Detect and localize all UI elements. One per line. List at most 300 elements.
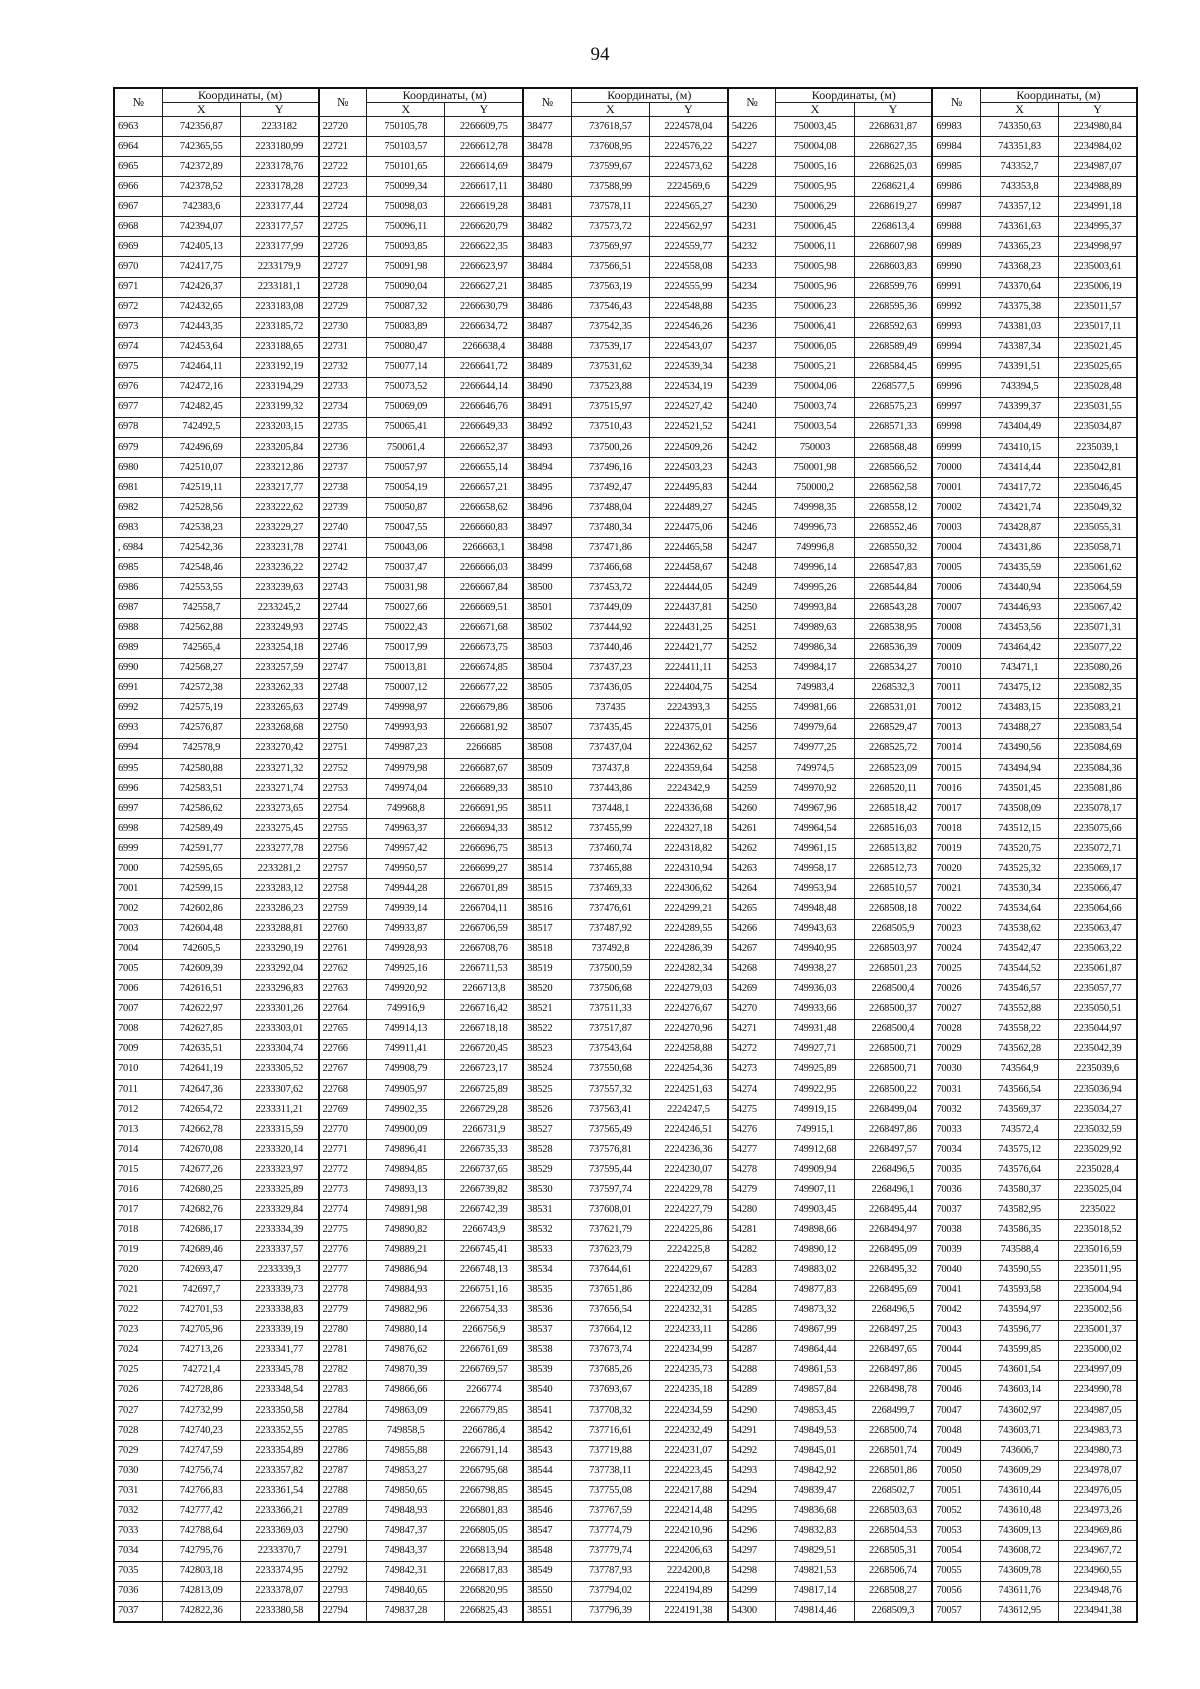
cell-y: 2233341,77 — [240, 1340, 318, 1360]
cell-number: 38503 — [523, 638, 571, 658]
cell-y: 2224251,63 — [650, 1080, 728, 1100]
cell-number: 69992 — [932, 297, 980, 317]
cell-y: 2224270,96 — [650, 1019, 728, 1039]
cell-x: 749877,83 — [776, 1280, 854, 1300]
cell-x: 737492,8 — [571, 939, 649, 959]
table-row — [114, 137, 1137, 157]
cell-number: 69997 — [932, 397, 980, 417]
cell-number: 38489 — [523, 357, 571, 377]
cell-number: 22762 — [319, 959, 367, 979]
cell-x: 743353,8 — [980, 177, 1058, 197]
table-row — [114, 839, 1137, 859]
cell-x: 737708,32 — [571, 1401, 649, 1421]
cell-y: 2235034,87 — [1059, 417, 1137, 437]
cell-number: 54260 — [728, 799, 776, 819]
cell-number: 38537 — [523, 1320, 571, 1340]
cell-y: 2235066,47 — [1059, 879, 1137, 899]
cell-number: 70050 — [932, 1461, 980, 1481]
cell-y: 2268592,63 — [854, 317, 932, 337]
cell-x: 742417,75 — [162, 257, 240, 277]
table-row — [114, 117, 1137, 137]
cell-x: 749821,53 — [776, 1561, 854, 1581]
cell-y: 2224230,07 — [650, 1160, 728, 1180]
table-row — [114, 1581, 1137, 1601]
cell-x: 737774,79 — [571, 1521, 649, 1541]
cell-number: 38487 — [523, 317, 571, 337]
cell-y: 2235032,59 — [1059, 1120, 1137, 1140]
cell-number: 54281 — [728, 1220, 776, 1240]
cell-x: 742721,4 — [162, 1360, 240, 1380]
cell-x: 743404,49 — [980, 417, 1058, 437]
cell-number: 22733 — [319, 377, 367, 397]
cell-x: 742372,89 — [162, 157, 240, 177]
cell-x: 737539,17 — [571, 337, 649, 357]
cell-number: 38488 — [523, 337, 571, 357]
cell-number: 22771 — [319, 1140, 367, 1160]
cell-x: 750047,55 — [367, 518, 445, 538]
cell-y: 2224194,89 — [650, 1581, 728, 1601]
cell-y: 2224576,22 — [650, 137, 728, 157]
cell-number: 70051 — [932, 1481, 980, 1501]
cell-x: 743530,34 — [980, 879, 1058, 899]
cell-y: 2224254,36 — [650, 1059, 728, 1079]
cell-y: 2235063,22 — [1059, 939, 1137, 959]
cell-x: 743431,86 — [980, 538, 1058, 558]
cell-x: 750005,16 — [776, 157, 854, 177]
cell-x: 737716,61 — [571, 1421, 649, 1441]
cell-x: 743350,63 — [980, 117, 1058, 137]
cell-x: 750017,99 — [367, 638, 445, 658]
cell-number: 22720 — [319, 117, 367, 137]
table-row — [114, 1380, 1137, 1400]
cell-number: 22730 — [319, 317, 367, 337]
cell-number: 22755 — [319, 819, 367, 839]
cell-number: 38536 — [523, 1300, 571, 1320]
cell-number: 7005 — [114, 959, 162, 979]
cell-number: 70045 — [932, 1360, 980, 1380]
cell-number: 7013 — [114, 1120, 162, 1140]
cell-x: 743544,52 — [980, 959, 1058, 979]
cell-y: 2266671,68 — [445, 618, 523, 638]
cell-y: 2235025,04 — [1059, 1180, 1137, 1200]
cell-x: 749886,94 — [367, 1260, 445, 1280]
table-row — [114, 638, 1137, 658]
cell-x: 743593,58 — [980, 1280, 1058, 1300]
cell-y: 2233254,18 — [240, 638, 318, 658]
cell-x: 750006,05 — [776, 337, 854, 357]
table-row — [114, 1601, 1137, 1622]
cell-number: 54239 — [728, 377, 776, 397]
cell-y: 2234948,76 — [1059, 1581, 1137, 1601]
cell-x: 749981,66 — [776, 698, 854, 718]
header-x-3: X — [571, 103, 649, 117]
cell-x: 737546,43 — [571, 297, 649, 317]
cell-number: 7035 — [114, 1561, 162, 1581]
cell-y: 2233271,32 — [240, 759, 318, 779]
cell-y: 2234990,78 — [1059, 1380, 1137, 1400]
cell-y: 2266825,43 — [445, 1601, 523, 1622]
cell-y: 2235050,51 — [1059, 999, 1137, 1019]
cell-x: 742383,6 — [162, 197, 240, 217]
cell-number: 22763 — [319, 979, 367, 999]
cell-x: 737767,59 — [571, 1501, 649, 1521]
cell-number: 69988 — [932, 217, 980, 237]
table-row — [114, 177, 1137, 197]
cell-number: 38517 — [523, 919, 571, 939]
cell-y: 2224475,06 — [650, 518, 728, 538]
cell-x: 749891,98 — [367, 1200, 445, 1220]
cell-y: 2268513,82 — [854, 839, 932, 859]
table-row — [114, 1320, 1137, 1340]
cell-y: 2233283,12 — [240, 879, 318, 899]
cell-number: 38481 — [523, 197, 571, 217]
table-row — [114, 678, 1137, 698]
cell-y: 2235084,69 — [1059, 738, 1137, 758]
header-number-4: № — [728, 88, 776, 117]
cell-y: 2268497,86 — [854, 1120, 932, 1140]
cell-number: 22782 — [319, 1360, 367, 1380]
cell-x: 742635,51 — [162, 1039, 240, 1059]
cell-number: 69984 — [932, 137, 980, 157]
cell-y: 2268495,44 — [854, 1200, 932, 1220]
table-header — [114, 88, 1137, 117]
cell-number: 54234 — [728, 277, 776, 297]
cell-number: 38540 — [523, 1380, 571, 1400]
cell-y: 2224227,79 — [650, 1200, 728, 1220]
cell-number: 70031 — [932, 1080, 980, 1100]
cell-y: 2234998,97 — [1059, 237, 1137, 257]
table-row — [114, 1260, 1137, 1280]
cell-y: 2224279,03 — [650, 979, 728, 999]
cell-x: 750003,54 — [776, 417, 854, 437]
cell-x: 749889,21 — [367, 1240, 445, 1260]
cell-number: 22736 — [319, 438, 367, 458]
cell-number: 7022 — [114, 1300, 162, 1320]
cell-y: 2233320,14 — [240, 1140, 318, 1160]
cell-number: 70047 — [932, 1401, 980, 1421]
table-row — [114, 237, 1137, 257]
cell-number: 6994 — [114, 738, 162, 758]
cell-y: 2266652,37 — [445, 438, 523, 458]
cell-number: 54269 — [728, 979, 776, 999]
cell-number: 22758 — [319, 879, 367, 899]
table-row — [114, 1220, 1137, 1240]
cell-x: 749950,57 — [367, 859, 445, 879]
cell-y: 2233337,57 — [240, 1240, 318, 1260]
cell-y: 2266622,35 — [445, 237, 523, 257]
cell-x: 749936,03 — [776, 979, 854, 999]
cell-y: 2224458,67 — [650, 558, 728, 578]
cell-x: 750065,41 — [367, 417, 445, 437]
cell-number: 70012 — [932, 698, 980, 718]
cell-number: 38541 — [523, 1401, 571, 1421]
cell-y: 2268500,22 — [854, 1080, 932, 1100]
cell-y: 2233296,83 — [240, 979, 318, 999]
cell-y: 2266805,05 — [445, 1521, 523, 1541]
cell-x: 743368,23 — [980, 257, 1058, 277]
cell-x: 749883,02 — [776, 1260, 854, 1280]
cell-number: 22767 — [319, 1059, 367, 1079]
cell-number: 7009 — [114, 1039, 162, 1059]
cell-y: 2268495,09 — [854, 1240, 932, 1260]
cell-x: 737588,99 — [571, 177, 649, 197]
cell-x: 742713,26 — [162, 1340, 240, 1360]
cell-number: 22737 — [319, 458, 367, 478]
cell-x: 737608,95 — [571, 137, 649, 157]
table-row — [114, 618, 1137, 638]
cell-y: 2268621,4 — [854, 177, 932, 197]
cell-number: 22759 — [319, 899, 367, 919]
cell-x: 749900,09 — [367, 1120, 445, 1140]
cell-number: 6974 — [114, 337, 162, 357]
cell-number: 70002 — [932, 498, 980, 518]
cell-y: 2266801,83 — [445, 1501, 523, 1521]
cell-y: 2266711,53 — [445, 959, 523, 979]
cell-x: 750027,66 — [367, 598, 445, 618]
cell-number: 54248 — [728, 558, 776, 578]
cell-y: 2268503,63 — [854, 1501, 932, 1521]
cell-number: 70014 — [932, 738, 980, 758]
cell-number: 6987 — [114, 598, 162, 618]
cell-number: 54231 — [728, 217, 776, 237]
cell-number: 70006 — [932, 578, 980, 598]
cell-number: 6988 — [114, 618, 162, 638]
cell-number: 54268 — [728, 959, 776, 979]
cell-x: 749998,35 — [776, 498, 854, 518]
cell-number: 38535 — [523, 1280, 571, 1300]
cell-x: 737794,02 — [571, 1581, 649, 1601]
cell-y: 2268503,97 — [854, 939, 932, 959]
cell-x: 742432,65 — [162, 297, 240, 317]
cell-y: 2233352,55 — [240, 1421, 318, 1441]
cell-y: 2224359,64 — [650, 759, 728, 779]
cell-x: 750005,21 — [776, 357, 854, 377]
cell-number: 54247 — [728, 538, 776, 558]
cell-y: 2224431,25 — [650, 618, 728, 638]
cell-y: 2268558,12 — [854, 498, 932, 518]
cell-y: 2266754,33 — [445, 1300, 523, 1320]
cell-number: 69989 — [932, 237, 980, 257]
cell-y: 2224465,58 — [650, 538, 728, 558]
cell-y: 2268496,5 — [854, 1160, 932, 1180]
cell-y: 2224235,18 — [650, 1380, 728, 1400]
cell-y: 2233315,59 — [240, 1120, 318, 1140]
cell-y: 2235044,97 — [1059, 1019, 1137, 1039]
cell-x: 737550,68 — [571, 1059, 649, 1079]
cell-number: 38529 — [523, 1160, 571, 1180]
table-row — [114, 1501, 1137, 1521]
header-y-3: Y — [650, 103, 728, 117]
cell-y: 2268510,57 — [854, 879, 932, 899]
cell-y: 2268500,37 — [854, 999, 932, 1019]
cell-x: 749986,34 — [776, 638, 854, 658]
cell-x: 743471,1 — [980, 658, 1058, 678]
cell-number: 22773 — [319, 1180, 367, 1200]
cell-x: 742565,4 — [162, 638, 240, 658]
cell-number: 70017 — [932, 799, 980, 819]
cell-x: 743609,29 — [980, 1461, 1058, 1481]
cell-y: 2233203,15 — [240, 417, 318, 437]
cell-x: 749870,39 — [367, 1360, 445, 1380]
cell-x: 749912,68 — [776, 1140, 854, 1160]
cell-y: 2235000,02 — [1059, 1340, 1137, 1360]
cell-y: 2235003,61 — [1059, 257, 1137, 277]
cell-y: 2234991,18 — [1059, 197, 1137, 217]
cell-number: 70023 — [932, 919, 980, 939]
cell-number: 70001 — [932, 478, 980, 498]
cell-x: 737488,04 — [571, 498, 649, 518]
cell-x: 749839,47 — [776, 1481, 854, 1501]
cell-x: 743580,37 — [980, 1180, 1058, 1200]
cell-y: 2268544,84 — [854, 578, 932, 598]
cell-number: 54283 — [728, 1260, 776, 1280]
cell-number: 22792 — [319, 1561, 367, 1581]
cell-number: 54246 — [728, 518, 776, 538]
cell-x: 743562,28 — [980, 1039, 1058, 1059]
cell-x: 737693,67 — [571, 1380, 649, 1400]
cell-number: 70019 — [932, 839, 980, 859]
cell-y: 2234983,73 — [1059, 1421, 1137, 1441]
cell-x: 737440,46 — [571, 638, 649, 658]
cell-x: 750057,97 — [367, 458, 445, 478]
table-row — [114, 538, 1137, 558]
cell-y: 2234984,02 — [1059, 137, 1137, 157]
cell-y: 2224206,63 — [650, 1541, 728, 1561]
cell-number: 70032 — [932, 1100, 980, 1120]
cell-number: 69986 — [932, 177, 980, 197]
cell-y: 2233257,59 — [240, 658, 318, 678]
cell-y: 2233339,3 — [240, 1260, 318, 1280]
cell-number: 22784 — [319, 1401, 367, 1421]
cell-y: 2268500,71 — [854, 1039, 932, 1059]
cell-number: 22748 — [319, 678, 367, 698]
cell-number: 7029 — [114, 1441, 162, 1461]
cell-y: 2268496,1 — [854, 1180, 932, 1200]
cell-number: 38490 — [523, 377, 571, 397]
cell-x: 750013,81 — [367, 658, 445, 678]
cell-number: 22731 — [319, 337, 367, 357]
cell-y: 2266737,65 — [445, 1160, 523, 1180]
table-row — [114, 919, 1137, 939]
cell-y: 2268509,3 — [854, 1601, 932, 1622]
cell-number: 7014 — [114, 1140, 162, 1160]
cell-number: 22772 — [319, 1160, 367, 1180]
cell-x: 737511,33 — [571, 999, 649, 1019]
cell-y: 2268512,73 — [854, 859, 932, 879]
cell-x: 743501,45 — [980, 779, 1058, 799]
cell-number: 6985 — [114, 558, 162, 578]
cell-number: 54262 — [728, 839, 776, 859]
cell-x: 750005,98 — [776, 257, 854, 277]
cell-y: 2234987,07 — [1059, 157, 1137, 177]
cell-x: 743610,48 — [980, 1501, 1058, 1521]
cell-x: 743538,62 — [980, 919, 1058, 939]
cell-x: 750006,11 — [776, 237, 854, 257]
cell-x: 743602,97 — [980, 1401, 1058, 1421]
cell-x: 749848,93 — [367, 1501, 445, 1521]
cell-y: 2268552,46 — [854, 518, 932, 538]
cell-y: 2233179,9 — [240, 257, 318, 277]
cell-y: 2268627,35 — [854, 137, 932, 157]
cell-x: 749866,66 — [367, 1380, 445, 1400]
cell-x: 749987,23 — [367, 738, 445, 758]
cell-y: 2224225,8 — [650, 1240, 728, 1260]
cell-y: 2224229,67 — [650, 1260, 728, 1280]
cell-y: 2268529,47 — [854, 718, 932, 738]
cell-x: 749963,37 — [367, 819, 445, 839]
cell-number: 22729 — [319, 297, 367, 317]
cell-number: 22743 — [319, 578, 367, 598]
cell-y: 2268504,53 — [854, 1521, 932, 1541]
cell-x: 742689,46 — [162, 1240, 240, 1260]
cell-y: 2266646,76 — [445, 397, 523, 417]
cell-y: 2266694,33 — [445, 819, 523, 839]
cell-y: 2224306,62 — [650, 879, 728, 899]
header-coordinates-1: Координаты, (м) — [162, 88, 318, 103]
cell-y: 2224232,31 — [650, 1300, 728, 1320]
cell-number: 38525 — [523, 1080, 571, 1100]
cell-y: 2268577,5 — [854, 377, 932, 397]
cell-y: 2235071,31 — [1059, 618, 1137, 638]
cell-number: 54299 — [728, 1581, 776, 1601]
cell-number: 54241 — [728, 417, 776, 437]
cell-x: 737436,05 — [571, 678, 649, 698]
table-row — [114, 1240, 1137, 1260]
cell-number: 54278 — [728, 1160, 776, 1180]
cell-number: 22791 — [319, 1541, 367, 1561]
cell-y: 2224234,59 — [650, 1401, 728, 1421]
cell-y: 2233181,1 — [240, 277, 318, 297]
table-row — [114, 1360, 1137, 1380]
cell-x: 737460,74 — [571, 839, 649, 859]
cell-x: 750101,65 — [367, 157, 445, 177]
cell-number: 38516 — [523, 899, 571, 919]
cell-x: 750003,74 — [776, 397, 854, 417]
table-row — [114, 979, 1137, 999]
cell-y: 2235078,17 — [1059, 799, 1137, 819]
cell-x: 749855,88 — [367, 1441, 445, 1461]
cell-x: 750003,45 — [776, 117, 854, 137]
cell-y: 2233192,19 — [240, 357, 318, 377]
cell-number: 69996 — [932, 377, 980, 397]
table-row — [114, 1120, 1137, 1140]
cell-y: 2235028,4 — [1059, 1160, 1137, 1180]
cell-x: 742472,16 — [162, 377, 240, 397]
cell-number: 70015 — [932, 759, 980, 779]
cell-y: 2233212,86 — [240, 458, 318, 478]
cell-number: 38494 — [523, 458, 571, 478]
cell-number: 22765 — [319, 1019, 367, 1039]
cell-y: 2224247,5 — [650, 1100, 728, 1120]
cell-number: 54293 — [728, 1461, 776, 1481]
cell-x: 749914,13 — [367, 1019, 445, 1039]
cell-number: 38528 — [523, 1140, 571, 1160]
cell-x: 737469,33 — [571, 879, 649, 899]
cell-y: 2234980,84 — [1059, 117, 1137, 137]
cell-x: 749908,79 — [367, 1059, 445, 1079]
cell-x: 743352,7 — [980, 157, 1058, 177]
cell-y: 2268575,23 — [854, 397, 932, 417]
cell-y: 2224236,36 — [650, 1140, 728, 1160]
cell-x: 737576,81 — [571, 1140, 649, 1160]
cell-number: 6983 — [114, 518, 162, 538]
cell-y: 2266674,85 — [445, 658, 523, 678]
cell-x: 737448,1 — [571, 799, 649, 819]
cell-x: 737569,97 — [571, 237, 649, 257]
cell-number: 7002 — [114, 899, 162, 919]
cell-x: 749927,71 — [776, 1039, 854, 1059]
cell-y: 2235039,6 — [1059, 1059, 1137, 1079]
